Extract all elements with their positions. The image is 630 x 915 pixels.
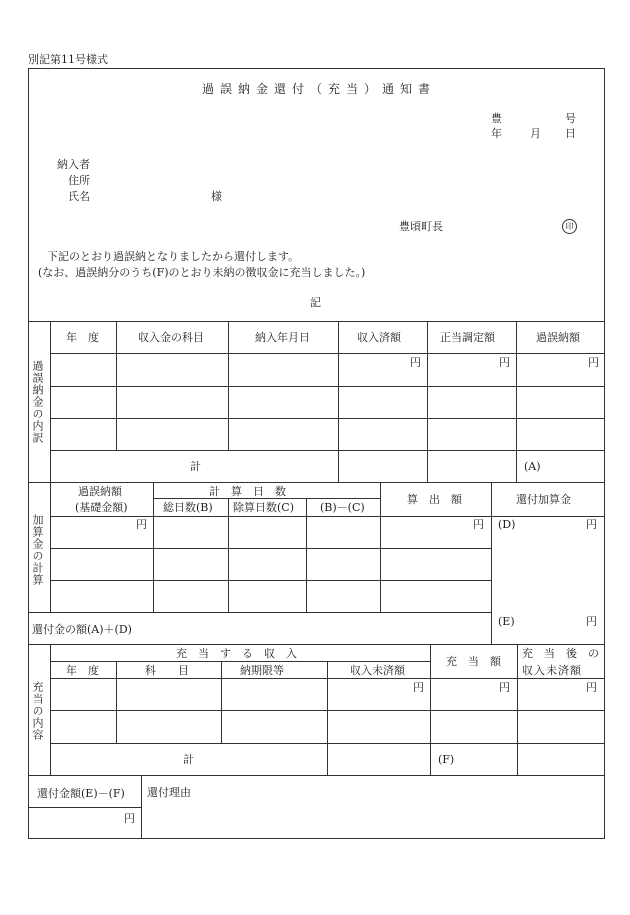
breakdown-header-assessed: 正当調定額	[440, 331, 495, 344]
breakdown-header-received: 収入済額	[357, 331, 401, 344]
section1-col-line	[427, 321, 428, 482]
appropriation-after-2: 収入未済額	[522, 664, 582, 677]
section1-row-line	[50, 450, 605, 451]
section2-col-line	[306, 498, 307, 612]
section1-top-line	[28, 321, 605, 322]
payer-address-label: 住所	[68, 174, 90, 187]
appropriation-header-due: 納期限等	[240, 664, 284, 677]
issuer-name: 豊頃町長	[399, 220, 443, 233]
addition-base-label-2: (基礎金額)	[75, 501, 128, 514]
breakdown-total-label: 計	[190, 460, 201, 473]
section3-col-line	[430, 644, 431, 775]
addition-base-label-1: 過誤納額	[78, 485, 122, 498]
addition-diff: (B)－(C)	[320, 501, 365, 514]
addition-total-days: 総日数(B)	[163, 501, 213, 514]
addition-side-label: 加算金の計算	[31, 514, 44, 586]
notice-ki: 記	[310, 296, 321, 309]
section2-end-line	[28, 644, 605, 645]
appropriation-header-unpaid: 収入未済額	[350, 664, 405, 677]
refund-amount-yen: 円	[124, 812, 135, 825]
footer-divider	[141, 775, 142, 839]
appropriation-header-year: 年 度	[66, 664, 99, 677]
section3-bottom-line	[28, 775, 605, 776]
addition-yen-base: 円	[136, 518, 147, 531]
section2-row-line	[50, 580, 491, 581]
breakdown-header-overpaid: 過誤納額	[536, 331, 580, 344]
appropriation-header-subject: 科 目	[145, 664, 189, 677]
addition-yen-e: 円	[586, 615, 597, 628]
breakdown-yen-assessed: 円	[499, 356, 510, 369]
seal-icon: 印	[562, 219, 577, 234]
section2-row-line	[50, 548, 491, 549]
section2-col-line	[153, 482, 154, 612]
section1-col-line	[516, 321, 517, 482]
addition-mark-e: (E)	[498, 615, 515, 628]
addition-yen-computed: 円	[473, 518, 484, 531]
form-title: 過誤納金還付（充当）通知書	[202, 82, 437, 96]
form-frame	[28, 68, 605, 839]
addition-calc-days-label: 計 算 日 数	[209, 485, 286, 498]
section3-col-line	[517, 644, 518, 775]
section2-bottom-line	[28, 612, 491, 613]
section1-row-line	[50, 418, 605, 419]
breakdown-yen-received: 円	[410, 356, 421, 369]
addition-mark-d: (D)	[498, 518, 516, 531]
section2-side-divider	[50, 482, 51, 612]
notice-line-2: (なお、過誤納分のうち(F)のとおり未納の徴収金に充当しました。)	[38, 266, 366, 279]
section3-group-subline	[50, 661, 430, 662]
breakdown-header-subject: 収入金の科目	[138, 331, 204, 344]
section1-col-line	[338, 321, 339, 482]
appropriation-after-1: 充 当 後 の	[522, 647, 599, 660]
payer-name-label: 氏名	[68, 190, 90, 203]
section2-col-line	[380, 482, 381, 612]
section3-col-line	[116, 661, 117, 743]
section2-header-line	[50, 516, 605, 517]
doc-number-prefix: 豊	[491, 112, 502, 125]
section1-col-line	[116, 321, 117, 450]
appropriation-mark-f: (F)	[438, 753, 455, 766]
refund-amount-label: 還付金額(E)－(F)	[37, 787, 125, 800]
section3-col-line	[221, 661, 222, 743]
refund-reason-label: 還付理由	[147, 786, 191, 799]
appropriation-yen-unpaid: 円	[413, 681, 424, 694]
section1-header-line	[50, 353, 605, 354]
section2-col-line	[228, 498, 229, 612]
date-year: 年	[491, 127, 502, 140]
section2-days-subline	[153, 498, 380, 499]
breakdown-yen-overpaid: 円	[588, 356, 599, 369]
section1-row-line	[50, 386, 605, 387]
appropriation-side-label: 充当の内容	[31, 681, 44, 741]
date-day: 日	[565, 127, 576, 140]
notice-line-1: 下記のとおり過誤納となりましたから還付します。	[47, 250, 300, 263]
section3-side-divider	[50, 644, 51, 775]
appropriation-income-group: 充 当 す る 収 入	[176, 647, 297, 660]
addition-excluded-days: 除算日数(C)	[233, 501, 294, 514]
section3-col-line	[327, 661, 328, 775]
payer-label: 納入者	[57, 158, 90, 171]
addition-refund-addition: 還付加算金	[516, 493, 571, 506]
appropriation-applied-amount: 充 当 額	[446, 655, 501, 668]
addition-computed-amount: 算 出 額	[407, 493, 462, 506]
section1-bottom-line	[28, 482, 605, 483]
addition-yen-refund: 円	[586, 518, 597, 531]
appropriation-total-label: 計	[183, 753, 194, 766]
doc-number-suffix: 号	[565, 112, 576, 125]
section2-col-line	[491, 482, 492, 644]
breakdown-header-payment-date: 納入年月日	[255, 331, 310, 344]
refund-total-label: 還付金の額(A)＋(D)	[32, 623, 132, 636]
form-number: 別記第11号様式	[28, 53, 108, 66]
breakdown-side-label: 過誤納金の内訳	[31, 360, 44, 444]
breakdown-mark-a: (A)	[524, 460, 541, 473]
footer-sub-line	[28, 807, 141, 808]
payer-honorific: 様	[211, 190, 222, 203]
section1-side-divider	[50, 321, 51, 482]
appropriation-yen-applied: 円	[499, 681, 510, 694]
date-month: 月	[530, 127, 541, 140]
section1-col-line	[228, 321, 229, 450]
appropriation-yen-after: 円	[586, 681, 597, 694]
breakdown-header-year: 年 度	[66, 331, 99, 344]
